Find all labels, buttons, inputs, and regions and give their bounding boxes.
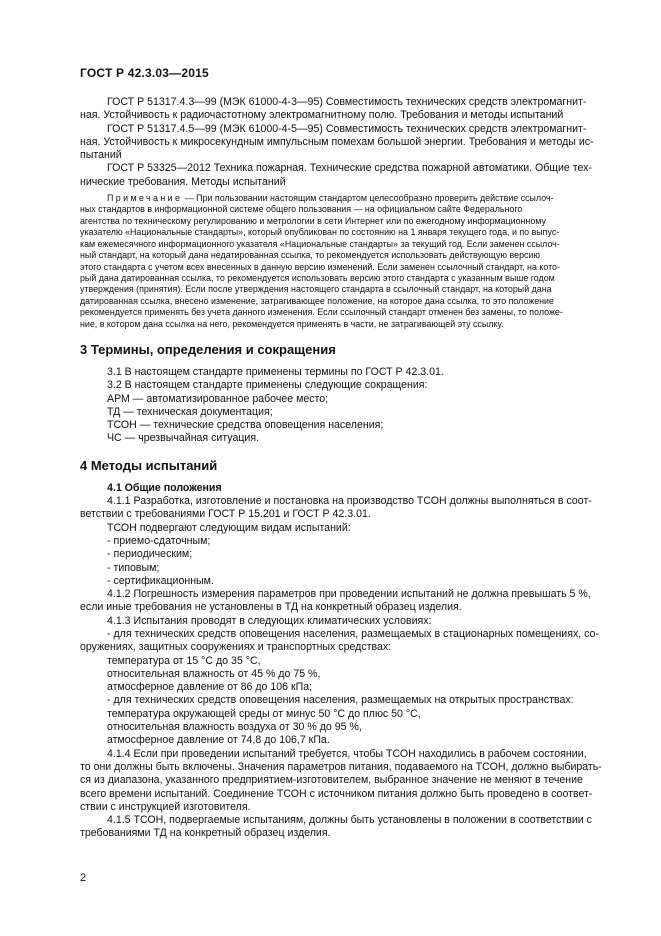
abbreviation-item: ТСОН — технические средства оповещения населения; (107, 419, 384, 432)
section-4-heading: 4 Методы испытаний (80, 457, 218, 473)
clause-4-1-2: 4.1.2 Погрешность измерения параметров при проведении испытаний не должна превышать 5 %, (107, 588, 591, 601)
section-3-heading: 3 Термины, определения и сокращения (80, 341, 336, 357)
note-line: ных стандартов в информационной системе общего пользования — на официальном сайте Федерального (80, 204, 523, 215)
subsection-4-1-heading: 4.1 Общие положения (107, 481, 222, 494)
note-line: рекомендуется применять без учета данного изменения. Если ссылочный стандарт отменен без замены, то положе- (80, 307, 563, 318)
note-line: кам ежемесячного информационного указателя «Национальные стандарты» за текущий год. Если заменен ссылоч- (80, 238, 560, 249)
abbreviation-item: АРМ — автоматизированное рабочее место; (107, 392, 329, 405)
reference-3-cont: нические требования. Методы испытаний (80, 175, 286, 188)
climate-case-1: - для технических средств оповещения населения, размещаемых в стационарных помещениях, со- (107, 628, 599, 640)
note-lead: Примечание (107, 193, 183, 204)
section-3-line: 3.1 В настоящем стандарте применены термины по ГОСТ Р 42.3.01. (107, 365, 444, 378)
climate-condition: относительная влажность воздуха от 30 % до 95 %, (107, 721, 362, 734)
test-type-item: - периодическим; (107, 548, 193, 561)
climate-condition: атмосферное давление от 74,8 до 106,7 кПа. (107, 734, 330, 747)
note-line: ный стандарт, на который дана недатированная ссылка, то рекомендуется использовать действующую версию (80, 250, 541, 261)
note-first-line: Примечание — При пользовании настоящим стандартом целесообразно проверить действие ссылоч- (107, 193, 554, 204)
abbreviation-item: ТД — техническая документация; (107, 405, 273, 418)
reference-1-cont: ная. Устойчивость к радиочастотному электромагнитному полю. Требования и методы испытаний (80, 109, 564, 122)
clause-4-1-4-cont: то они должны быть включены. Значения параметров питания, подаваемого на ТСОН, должно выбирать- (80, 760, 602, 773)
reference-2: ГОСТ Р 51317.4.5—99 (МЭК 61000-4-5—95) Совместимость технических средств электромагнит- (107, 122, 587, 135)
clause-4-1-4: 4.1.4 Если при проведении испытаний требуется, чтобы ТСОН находились в рабочем состоянии, (107, 747, 587, 760)
climate-case-2: - для технических средств оповещения населения, размещаемых на открытых пространствах: (107, 694, 574, 707)
reference-3: ГОСТ Р 53325—2012 Техника пожарная. Технические средства пожарной автоматики. Общие тех- (107, 162, 592, 175)
clause-4-1-1-tests-intro: ТСОН подвергают следующим видам испытаний: (107, 521, 351, 534)
test-type-item: - приемо-сдаточным; (107, 534, 211, 547)
clause-4-1-1-cont: ветствии с требованиями ГОСТ Р 15.201 и ГОСТ Р 42.3.01. (80, 508, 371, 521)
document-body (80, 96, 613, 841)
reference-2-cont2: пытаний (80, 149, 122, 162)
climate-condition: относительная влажность от 45 % до 75 %, (107, 667, 321, 680)
clause-4-1-5-cont: требованиями ТД на конкретный образец изделия. (80, 827, 331, 840)
abbreviation-item: ЧС — чрезвычайная ситуация. (107, 432, 260, 445)
reference-1: ГОСТ Р 51317.4.3—99 (МЭК 61000-4-3—95) Совместимость технических средств электромагнит- (107, 96, 587, 108)
note-line: ние, в котором дана ссылка на него, рекомендуется применять в части, не затрагивающей эту ссылку. (80, 318, 504, 329)
reference-2-cont: ная. Устойчивость к микросекундным импульсным помехам большой энергии. Требования и методы ис- (80, 135, 594, 148)
clause-4-1-4-cont: ся из диапазона, указанного предприятием-изготовителем, выбранное значение не меняют в течение (80, 774, 583, 787)
clause-4-1-2-cont: если иные требования не установлены в ТД на конкретный образец изделия. (80, 601, 462, 614)
page-number: 2 (80, 872, 87, 884)
note-line: датированная ссылка, внесено изменение, затрагивающее положение, на которое дана ссылка, то это положение (80, 295, 554, 306)
note-line: рый дана датированная ссылка, то рекомендуется использовать версию этого стандарта с указанным выше годом (80, 272, 555, 283)
climate-condition: атмосферное давление от 86 до 106 кПа; (107, 681, 313, 694)
clause-4-1-1: 4.1.1 Разработка, изготовление и постановка на производство ТСОН должны выполняться в соот- (107, 495, 592, 508)
clause-4-1-5: 4.1.5 ТСОН, подвергаемые испытаниям, должны быть установлены в положении в соответствии с (107, 814, 592, 827)
clause-4-1-4-cont: всего времени испытаний. Соединение ТСОН с источником питания должно быть проведено в соответ- (80, 787, 593, 800)
section-3-line: 3.2 В настоящем стандарте применены следующие сокращения: (107, 379, 428, 392)
climate-condition: температура окружающей среды от минус 50 °С до плюс 50 °С, (107, 707, 421, 720)
note-line: этого стандарта с учетом всех внесенных в данную версию изменений. Если заменен ссылочный стандарт, на кото- (80, 261, 560, 272)
climate-case-1-cont: оружениях, защитных сооружениях и транспортных средствах: (80, 641, 392, 654)
note-body (80, 204, 613, 329)
note-line: утверждения (принятия). Если после утверждения настоящего стандарта в ссылочный стандарт, на который дана (80, 284, 552, 295)
clause-4-1-4-cont: ствии с инструкцией изготовителя. (80, 800, 251, 813)
climate-condition: температура от 15 °С до 35 °С, (107, 654, 261, 667)
test-type-item: - сертификационным. (107, 574, 214, 587)
note-line: агентства по техническому регулированию и метрологии в сети Интернет или по ежегодному информационному (80, 215, 546, 226)
note-line: указателю «Национальные стандарты», который опубликован по состоянию на 1 января текущего года, и по выпус- (80, 227, 560, 238)
document-header: ГОСТ Р 42.3.03—2015 (80, 66, 209, 80)
clause-4-1-3: 4.1.3 Испытания проводят в следующих климатических условиях: (107, 614, 432, 627)
test-type-item: - типовым; (107, 561, 160, 574)
